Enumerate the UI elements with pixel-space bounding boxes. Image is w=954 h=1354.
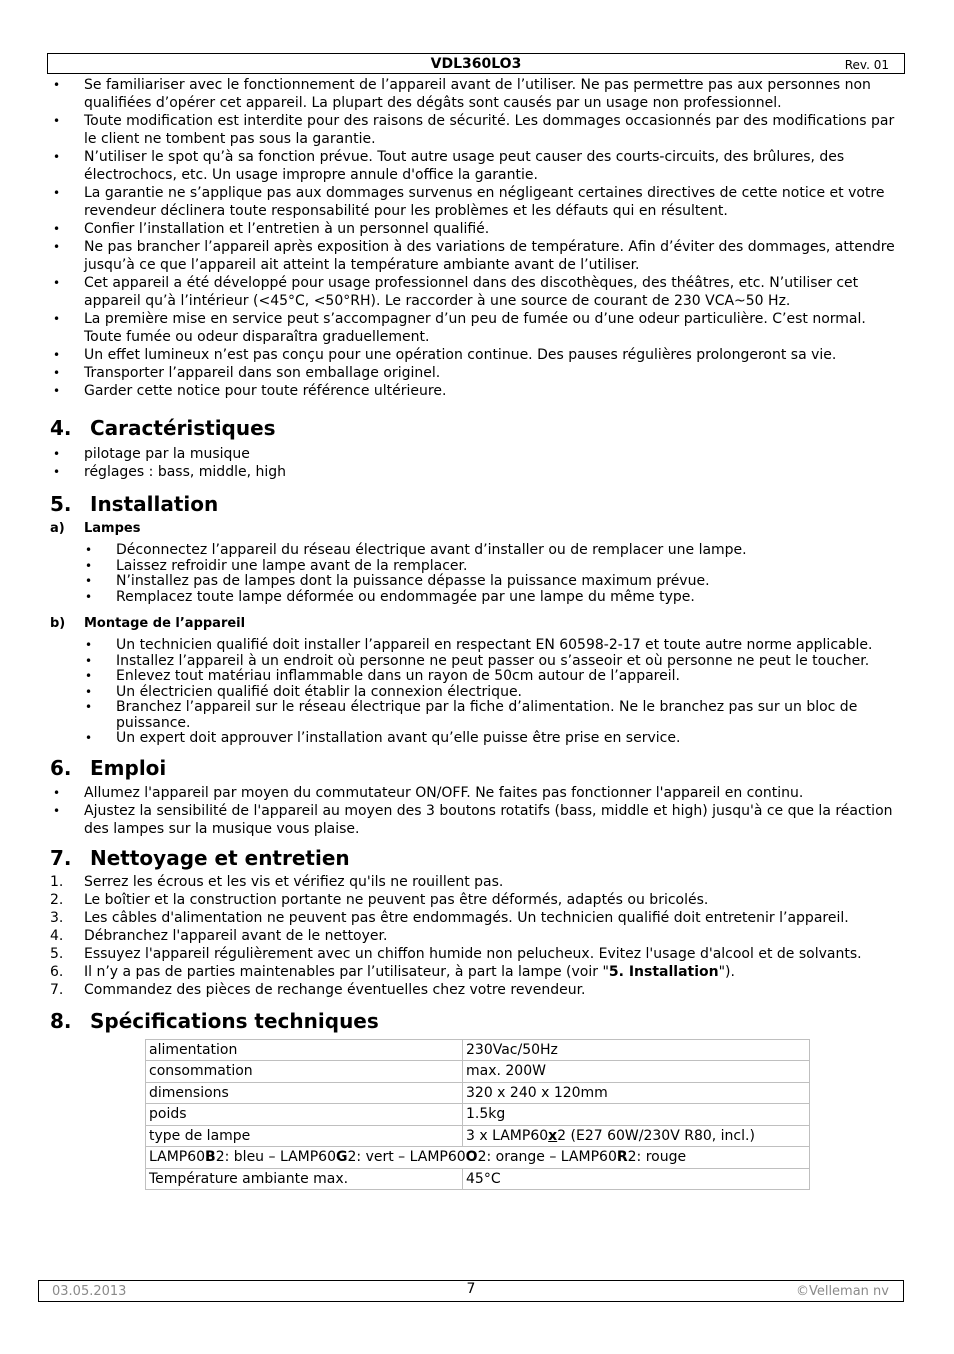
list-item: 4. Débranchez l'appareil avant de le nettoyer.	[50, 927, 388, 944]
footer-date: 03.05.2013	[52, 1284, 127, 1299]
subheading-lamps: a) Lampes	[50, 521, 141, 536]
list-item: • N’installez pas de lampes dont la puissance dépasse la puissance maximum prévue.	[82, 574, 906, 590]
list-item: • Enlevez tout matériau inflammable dans un rayon de 50cm autour de l’appareil.	[82, 669, 906, 685]
list-item: • La première mise en service peut s’accompagner d’un peu de fumée ou d’une odeur particulière. C’est normal. Toute fumée ou odeur disparaîtra graduellement.	[50, 310, 906, 346]
use-list	[50, 784, 906, 838]
list-item: 2. Le boîtier et la construction portante ne peuvent pas être déformés, adaptés ou bricolés.	[50, 891, 709, 908]
page-content	[50, 76, 906, 1190]
page-number: 7	[466, 1281, 476, 1297]
list-item: • Installez l’appareil à un endroit où personne ne peut passer ou s’asseoir et où personne ne peut le toucher.	[82, 654, 906, 670]
table-row	[146, 1147, 810, 1169]
table-row: consommation max. 200W	[146, 1061, 810, 1083]
list-item: • Se familiariser avec le fonctionnement de l’appareil avant de l’utiliser. Ne pas permettre pas aux personnes non qualifiées d’opérer cet appareil. La plupart des dégâts sont causés par un usage non professionnel.	[50, 76, 906, 112]
section-heading-use: 6. Emploi	[50, 755, 167, 780]
list-item: • N’utiliser le spot qu’à sa fonction prévue. Tout autre usage peut causer des courts-circuits, des brûlures, des électrochocs, etc. Un usage impropre annule d'office la garantie.	[50, 148, 906, 184]
section-reference: 5. Installation	[608, 963, 719, 980]
list-item: • Laissez refroidir une lampe avant de la remplacer.	[82, 559, 906, 575]
list-item: • Allumez l'appareil par moyen du commutateur ON/OFF. Ne faites pas fonctionner l'appareil en continu.	[50, 784, 906, 802]
list-item: • Un technicien qualifié doit installer l’appareil en respectant EN 60598-2-17 et toute autre norme applicable.	[82, 638, 906, 654]
list-item: 6. Il n’y a pas de parties maintenables par l’utilisateur, à part la lampe (voir "5. Installation").	[50, 963, 735, 980]
list-item: • La garantie ne s’applique pas aux dommages survenus en négligeant certaines directives de cette notice et votre revendeur déclinera toute responsabilité pour les problèmes et les défauts qui en résultent.	[50, 184, 906, 220]
list-item: • réglages : bass, middle, high	[50, 463, 906, 481]
footer-copyright: ©Velleman nv	[795, 1284, 889, 1299]
list-item: • Branchez l’appareil sur le réseau électrique par la fiche d’alimentation. Ne le branchez pas sur un bloc de puissance.	[82, 700, 906, 731]
list-item: 3. Les câbles d'alimentation ne peuvent pas être endommagés. Un technicien qualifié doit entretenir l’appareil.	[50, 909, 849, 926]
page-footer	[38, 1280, 904, 1302]
section-heading-maintenance: 7. Nettoyage et entretien	[50, 845, 350, 870]
list-item: 1. Serrez les écrous et les vis et vérifiez qu'ils ne rouillent pas.	[50, 873, 504, 890]
page-header	[47, 53, 905, 74]
revision-label: Rev. 01	[844, 58, 889, 72]
list-item: • Ajustez la sensibilité de l'appareil au moyen des 3 boutons rotatifs (bass, middle et high) jusqu'à ce que la réaction des lampes sur la musique vous plaise.	[50, 802, 906, 838]
list-item: • Remplacez toute lampe déformée ou endommagée par une lampe du même type.	[82, 590, 906, 606]
list-item: • pilotage par la musique	[50, 445, 906, 463]
list-item: 7. Commandez des pièces de rechange éventuelles chez votre revendeur.	[50, 981, 586, 998]
list-item: • Confier l’installation et l’entretien à un personnel qualifié.	[50, 220, 906, 238]
table-row: poids 1.5kg	[146, 1104, 810, 1126]
list-item: 5. Essuyez l'appareil régulièrement avec un chiffon humide non pelucheux. Evitez l'usage d'alcool et de solvants.	[50, 945, 862, 962]
mounting-list	[82, 638, 906, 747]
lamps-list	[82, 543, 906, 605]
specs-table	[145, 1039, 810, 1191]
list-item: • Cet appareil a été développé pour usage professionnel dans des discothèques, des théâtres, etc. N’utiliser cet appareil qu’à l’intérieur (<45°C, <50°RH). Le raccorder à une source de courant de 230 VCA~50 Hz.	[50, 274, 906, 310]
table-row: alimentation 230Vac/50Hz	[146, 1039, 810, 1061]
list-item: • Un expert doit approuver l’installation avant qu’elle puisse être prise en service.	[82, 731, 906, 747]
list-item: • Un effet lumineux n’est pas conçu pour une opération continue. Des pauses régulières prolongeront sa vie.	[50, 346, 906, 364]
table-row: type de lampe 3 x LAMP60x2 (E27 60W/230V R80, incl.)	[146, 1125, 810, 1147]
section-heading-installation: 5. Installation	[50, 492, 219, 516]
safety-list	[50, 76, 906, 400]
list-item: • Déconnectez l’appareil du réseau électrique avant d’installer ou de remplacer une lampe.	[82, 543, 906, 559]
list-item: • Garder cette notice pour toute référence ultérieure.	[50, 382, 906, 400]
list-item: • Toute modification est interdite pour des raisons de sécurité. Les dommages occasionnés par des modifications par le client ne tombent pas sous la garantie.	[50, 112, 906, 148]
list-item: • Ne pas brancher l’appareil après exposition à des variations de température. Afin d’éviter des dommages, attendre jusqu’à ce que l’appareil ait atteint la température ambiante avant de l’utiliser.	[50, 238, 906, 274]
model-title: VDL360LO3	[430, 56, 522, 72]
table-row: dimensions 320 x 240 x 120mm	[146, 1082, 810, 1104]
lamp-colors-cell: LAMP60B2: bleu – LAMP60G2: vert – LAMP60O2: orange – LAMP60R2: rouge	[146, 1147, 810, 1169]
list-item: • Transporter l’appareil dans son emballage originel.	[50, 364, 906, 382]
list-item: • Un électricien qualifié doit établir la connexion électrique.	[82, 685, 906, 701]
section-heading-specs: 8. Spécifications techniques	[50, 1008, 379, 1033]
maintenance-list	[50, 873, 906, 999]
features-list	[50, 445, 906, 481]
section-heading-features: 4. Caractéristiques	[50, 416, 276, 440]
table-row: Température ambiante max. 45°C	[146, 1168, 810, 1190]
subheading-mounting: b) Montage de l’appareil	[50, 616, 246, 631]
